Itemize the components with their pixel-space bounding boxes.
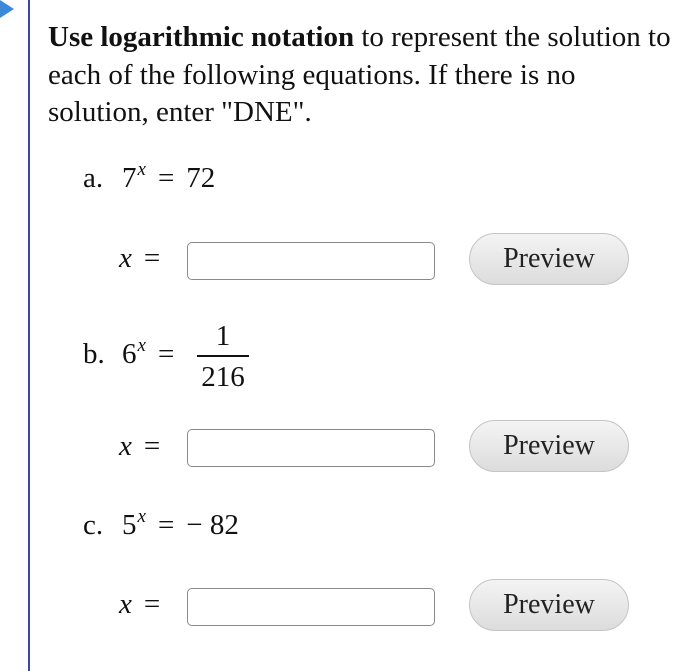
problem-a-rhs: 72 — [186, 162, 216, 194]
problem-a-answer-rel: = — [143, 242, 161, 274]
problem-a-answer-label — [119, 242, 172, 275]
problem-a-exponent: x — [137, 159, 146, 180]
problem-b-fraction-bar — [197, 355, 249, 357]
problem-c-relation: = — [157, 509, 175, 541]
problem-c-answer-label — [119, 588, 172, 621]
problem-b-answer-var: x — [119, 430, 132, 462]
problem-b-exponent: x — [137, 335, 146, 356]
problem-a-base: 7 — [122, 162, 137, 194]
problem-b-answer-input[interactable] — [187, 429, 435, 467]
problem-b-denominator: 216 — [201, 361, 245, 393]
problem-a-answer-var: x — [119, 242, 132, 274]
problem-b-preview-button[interactable]: Preview — [469, 420, 629, 472]
problem-a-label: a. — [83, 162, 104, 194]
problem-c-preview-button[interactable]: Preview — [469, 579, 629, 631]
problem-b-label: b. — [83, 338, 105, 370]
problem-b-numerator: 1 — [215, 320, 231, 352]
instructions-text — [48, 19, 678, 132]
problem-b-answer-label — [119, 430, 172, 463]
problem-c-equation — [122, 506, 239, 542]
problem-b-relation: = — [157, 338, 175, 370]
problem-a-answer-input[interactable] — [187, 242, 435, 280]
problem-c-answer-var: x — [119, 588, 132, 620]
problem-b-equation — [122, 335, 186, 371]
problem-c-exponent: x — [137, 506, 146, 527]
left-border-rule — [28, 0, 30, 671]
problem-c-rhs: − 82 — [186, 509, 239, 541]
problem-c-answer-input[interactable] — [187, 588, 435, 626]
problem-c-answer-rel: = — [143, 588, 161, 620]
problem-a-relation: = — [157, 162, 175, 194]
instructions-bold: Use logarithmic notation — [48, 21, 355, 53]
problem-c-base: 5 — [122, 509, 137, 541]
problem-a-preview-button[interactable]: Preview — [469, 233, 629, 285]
problem-marker-arrow-icon — [0, 0, 14, 18]
problem-b-answer-rel: = — [143, 430, 161, 462]
problem-b-fraction — [197, 320, 249, 393]
instructions-rest: to represent the solution to each of the following equations. If there is no solution, enter "DNE". — [48, 21, 671, 128]
problem-b-base: 6 — [122, 338, 137, 370]
problem-c-label: c. — [83, 509, 104, 541]
problem-a-equation — [122, 159, 216, 195]
